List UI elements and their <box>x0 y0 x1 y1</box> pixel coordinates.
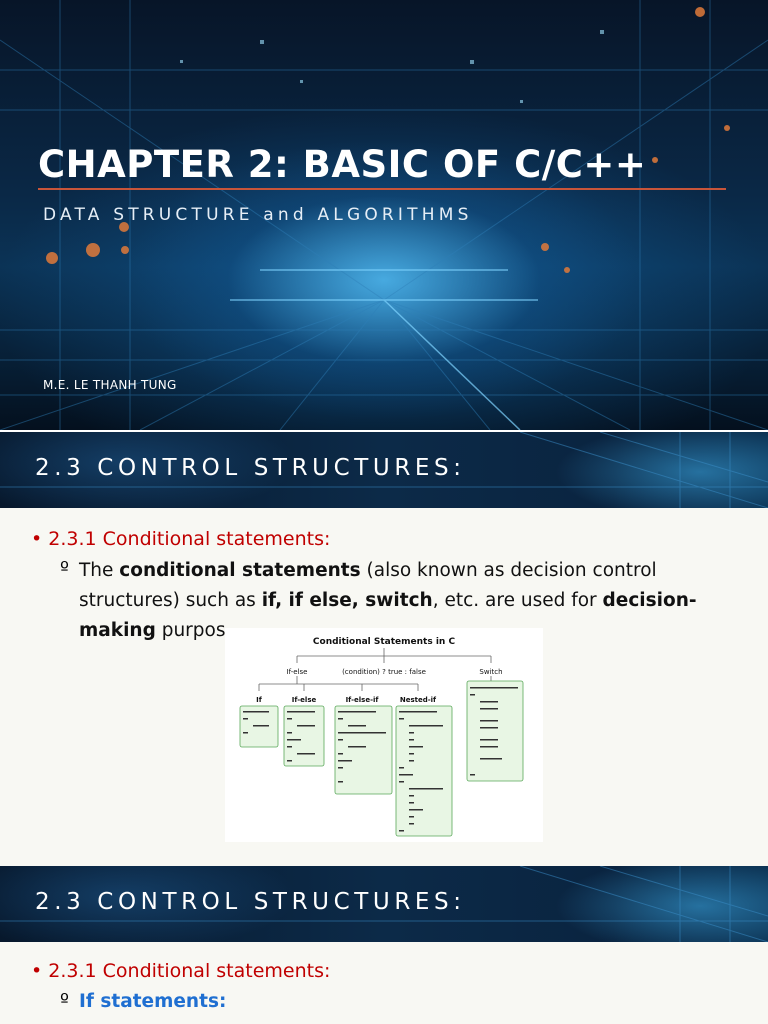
diagram-node-ifelse: If-else <box>286 668 308 676</box>
section-header-band <box>0 866 768 942</box>
sub-bullet-marker: º <box>60 558 69 580</box>
if-statements-heading: If statements: <box>79 991 227 1012</box>
conditional-statements-diagram <box>225 628 543 842</box>
control-structures-slide <box>0 432 768 866</box>
para-text-2: (also known as decision control structures) such as <box>79 560 657 611</box>
para-bold-1: conditional statements <box>119 560 361 581</box>
para-text-3: , etc. are used for <box>432 590 603 611</box>
section-header-title: 2.3 CONTROL STRUCTURES: <box>35 889 466 915</box>
diagram-node-ifelseif: If-else-if <box>345 696 379 704</box>
author-name: M.E. LE THANH TUNG <box>43 378 177 392</box>
para-text-4: purpos <box>155 620 226 641</box>
title-slide <box>0 0 768 430</box>
control-structures-slide-2 <box>0 866 768 1024</box>
slide-title: CHAPTER 2: BASIC OF C/C++ <box>38 143 647 186</box>
para-bold-3: decision-making <box>79 590 697 641</box>
bullet-conditional-statements: • 2.3.1 Conditional statements: <box>31 528 331 550</box>
diagram-title: Conditional Statements in C <box>312 637 456 647</box>
para-text-1: The <box>79 560 120 581</box>
section-header-band <box>0 432 768 508</box>
section-header-title: 2.3 CONTROL STRUCTURES: <box>35 455 466 481</box>
diagram-node-ifelse-2: If-else <box>291 696 317 704</box>
slide-subtitle: DATA STRUCTURE and ALGORITHMS <box>43 205 473 225</box>
diagram-node-nestedif: Nested-if <box>399 696 437 704</box>
para-bold-2: if, if else, switch <box>261 590 433 611</box>
diagram-node-ternary: (condition) ? true : false <box>342 668 426 676</box>
diagram-node-if: If <box>256 696 262 704</box>
sub-bullet-marker: º <box>60 990 69 1012</box>
bullet-conditional-statements: • 2.3.1 Conditional statements: <box>31 960 331 982</box>
title-underline <box>38 188 726 190</box>
diagram-node-switch: Switch <box>479 668 503 676</box>
